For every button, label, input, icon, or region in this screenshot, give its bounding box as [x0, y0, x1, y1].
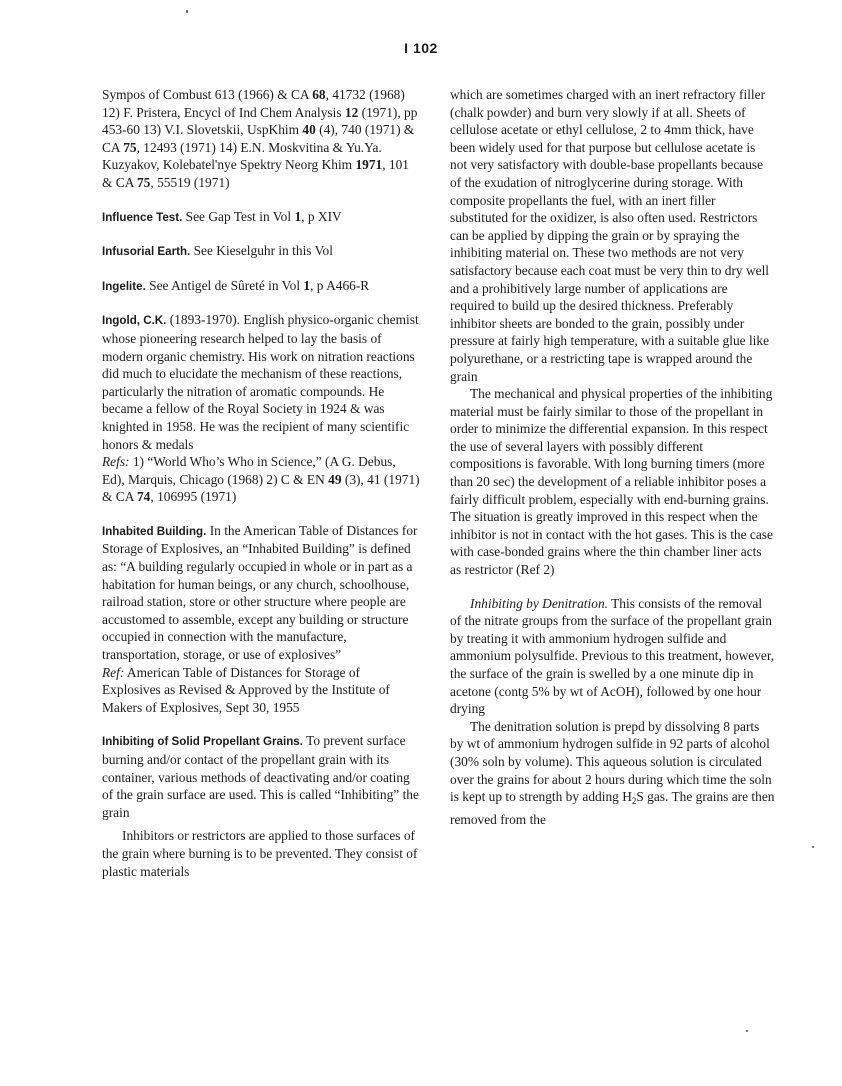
scan-speck: [746, 1030, 748, 1032]
entry-inhibiting-by-denitration: Inhibiting by Denitration. This consists of the removal of the nitrate groups from the surface of the propellant grain by treating it with ammonium hydrogen sulfide and ammonium polysulfide. Previous to this treatment, however, the surface of the grain is swelled by a one minute dip in acetone (contg 5% by wt of AcOH), followed by one hour drying: [450, 595, 775, 717]
left-column: [102, 86, 420, 880]
entry-inhibiting: Inhibiting of Solid Propellant Grains. To prevent surface burning and/or contact of the propellant grain with its container, various methods of deactivating and/or coating of the grain surface are used. This is called “Inhibiting” the grain: [102, 733, 419, 820]
inhibitor-properties-paragraph: The mechanical and physical properties of the inhibiting material must be fairly similar to those of the propellant in order to minimize the differential expansion. In this respect the use of several layers with possibly different compositions is favorable. With long burning timers (more than 20 sec) the development of a reliable inhibitor poses a fairly difficult problem, especially with end-burning grains. The situation is greatly improved in this respect when the inhibitor is not in contact with the hot gases. This is the case with case-bonded grains where the thin chamber liner acts as restrictor (Ref 2): [450, 386, 773, 578]
entry-influence-test: Influence Test. See Gap Test in Vol 1, p XIV: [102, 208, 342, 224]
subentry-heading: Inhibiting by Denitration.: [470, 595, 608, 611]
inhibiting-paragraph: Inhibitors or restrictors are applied to those surfaces of the grain where burning is to be prevented. They consist of plastic materials: [102, 828, 418, 879]
entry-ingelite: Ingelite. See Antigel de Sûreté in Vol 1, p A466-R: [102, 277, 370, 293]
entry-inhabited-building: Inhabited Building. In the American Table of Distances for Storage of Explosives, an “Inhabited Building” is defined as: “A building regularly occupied in whole or in part as a habitation for human beings, or any church, schoolhouse, railroad station, store or other structure where people are accustomed to assemble, except any building or structure occupied in connection with the manufacture, transportation, storage, or use of explosives” Ref: American Table of Distances for Storage of Explosives as Revised & Approved by the Institute of Makers of Explosives, Sept 30, 1955: [102, 522, 418, 715]
right-column: [450, 86, 775, 828]
entry-ingold: Ingold, C.K. (1893-1970). English physico-organic chemist whose pioneering research helped to lay the basis of modern organic chemistry. His work on nitration reactions did much to elucidate the mechanism of these reactions, particularly the nitration of aromatic compounds. He became a fellow of the Royal Society in 1924 & was knighted in 1958. He was the recipient of many scientific honors & medals Refs: 1) “World Who’s Who in Science,” (A G. Debus, Ed), Marquis, Chicago (1968) 2) C & EN 49 (3), 41 (1971) & CA 74, 106995 (1971): [102, 312, 420, 505]
page-number: I 102: [404, 40, 438, 56]
reference-continuation: Sympos of Combust 613 (1966) & CA 68, 41732 (1968) 12) F. Pristera, Encycl of Ind Chem Analysis 12 (1971), pp 453-60 13) V.I. Slovetskii, UspKhim 40 (4), 740 (1971) & CA 75, 12493 (1971) 14) E.N. Moskvitina & Yu.Ya. Kuzyakov, Kolebatel'nye Spektry Neorg Khim 1971, 101 & CA 75, 55519 (1971): [102, 87, 418, 190]
entry-infusorial-earth: Infusorial Earth. See Kieselguhr in this Vol: [102, 243, 333, 259]
denitration-solution-paragraph: The denitration solution is prepd by dissolving 8 parts by wt of ammonium hydrogen sulfide in 92 parts of alcohol (30% soln by volume). This aqueous solution is circulated over the grains for about 2 hours during which time the soln is kept up to strength by adding $H_2S$ gas. The grains are then removed from the: [450, 718, 775, 827]
entry-heading: Influence Test.: [102, 210, 183, 224]
entry-heading: Inhabited Building.: [102, 524, 207, 538]
entry-heading: Ingold, C.K.: [102, 314, 167, 328]
scan-speck: [812, 846, 814, 848]
entry-heading: Inhibiting of Solid Propellant Grains.: [102, 735, 303, 749]
restrictor-paragraph: which are sometimes charged with an inert refractory filler (chalk powder) and burn very slowly if at all. Sheets of cellulose acetate or ethyl cellulose, 2 to 4mm thick, have been widely used for that purpose but cellulose acetate is not very satisfactory with double-base propellants because of the exudation of nitroglycerine during storage. With composite propellants the fuel, with an inert filler substituted for the oxidizer, is also often used. Restrictors can be applied by dipping the grain or by spraying the inhibiting material on. These two methods are not very satisfactory because each coat must be very thin to dry well and a prohibitively large number of applications are required to build up the desired thickness. Preferably inhibitor sheets are bonded to the grain, possibly under pressure at fairly high temperature, with a suitable glue like polyurethane, or a restricting tape is wrapped around the grain: [450, 87, 770, 384]
entry-heading: Infusorial Earth.: [102, 245, 191, 259]
scan-speck: [186, 10, 188, 13]
entry-heading: Ingelite.: [102, 279, 146, 293]
